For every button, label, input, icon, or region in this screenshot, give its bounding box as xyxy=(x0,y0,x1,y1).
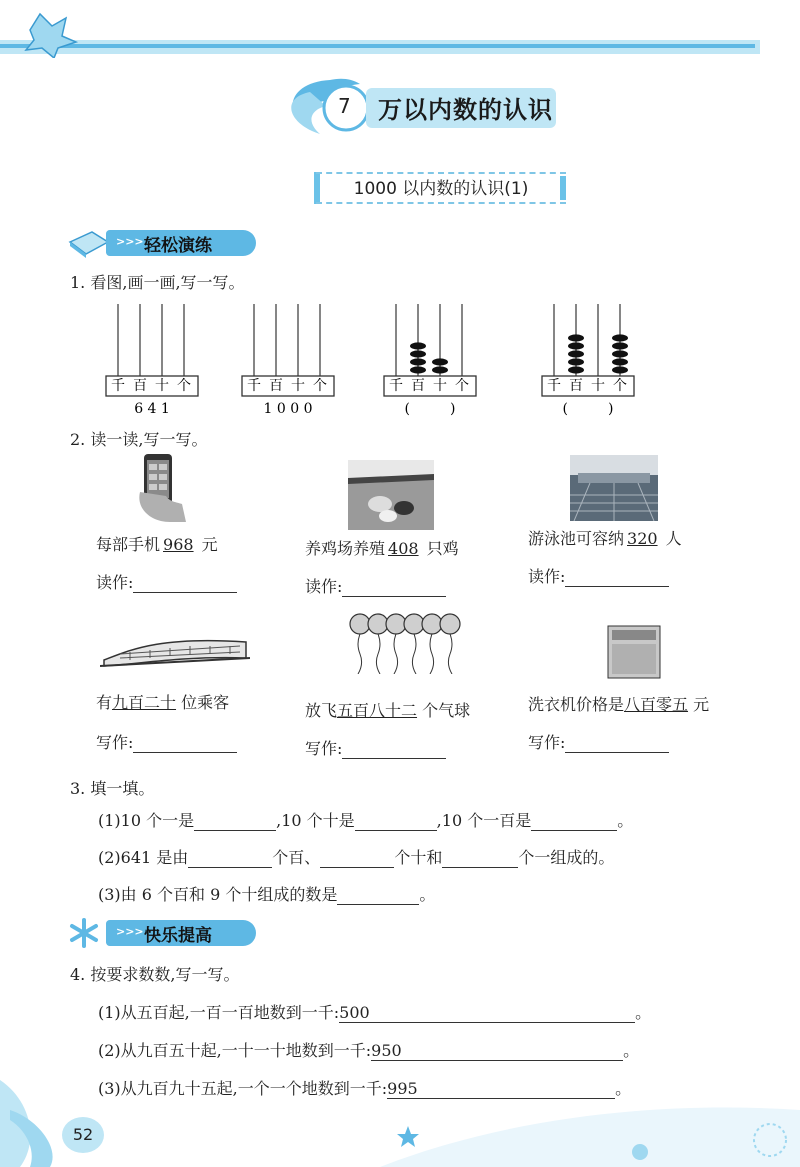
answer-blank[interactable] xyxy=(342,577,446,597)
answer-blank[interactable] xyxy=(442,848,518,868)
place-label: 百 xyxy=(133,378,147,394)
place-label: 百 xyxy=(269,378,283,394)
abacus-bead xyxy=(612,334,628,341)
book-icon xyxy=(62,228,112,258)
abacus-number: 1 0 0 0 xyxy=(263,401,313,417)
bottom-decoration xyxy=(0,1040,800,1167)
abacus-2[interactable] xyxy=(242,304,334,417)
unit-number: 7 xyxy=(338,94,351,118)
swimming-pool-image xyxy=(570,455,658,521)
answer-blank[interactable] xyxy=(565,733,669,753)
abacus-bead xyxy=(568,366,584,373)
count-answer-line[interactable]: 995 xyxy=(387,1079,615,1099)
top-header-band xyxy=(0,0,800,58)
answer-blank[interactable] xyxy=(320,848,394,868)
q3-line-2: (2)641 是由 个百、 个十和 个一组成的。 xyxy=(98,848,615,867)
page-number: 52 xyxy=(62,1117,104,1153)
section-label: 轻松演练 xyxy=(144,236,212,256)
abacus-bead xyxy=(612,342,628,349)
lesson-title: 1000 以内数的认识(1) xyxy=(353,179,529,199)
abacus-bead xyxy=(612,358,628,365)
lesson-title-box xyxy=(316,172,566,204)
write-text-2: 放飞五百八十二 个气球 xyxy=(305,701,471,720)
section-banner-improve xyxy=(62,918,282,946)
q3-line-1: (1)10 个一是 ,10 个十是 ,10 个一百是 。 xyxy=(98,811,634,830)
place-label: 个 xyxy=(313,378,327,394)
q3-line-3: (3)由 6 个百和 9 个十组成的数是 。 xyxy=(98,885,436,904)
place-label: 个 xyxy=(455,378,469,394)
abacus-group xyxy=(90,300,690,420)
snowflake-icon xyxy=(62,918,112,948)
question-3-prompt: 3. 填一填。 xyxy=(70,779,155,798)
abacus-3[interactable] xyxy=(384,304,476,417)
count-answer-line[interactable]: 500 xyxy=(339,1003,635,1023)
abacus-bead xyxy=(410,342,426,349)
q4-item-1: (1)从五百起,一百一百地数到一千:500 。 xyxy=(98,1003,652,1022)
abacus-bead xyxy=(410,358,426,365)
read-answer-3: 读作: xyxy=(528,564,669,587)
place-label: 千 xyxy=(247,378,261,394)
answer-blank[interactable] xyxy=(337,885,419,905)
abacus-bead xyxy=(568,342,584,349)
abacus-number: 6 4 1 xyxy=(134,401,170,417)
subtitle-bar-right xyxy=(560,176,566,200)
read-text-2: 养鸡场养殖 408 只鸡 xyxy=(305,539,459,558)
place-label: 十 xyxy=(591,378,605,394)
write-text-1: 有九百二十 位乘客 xyxy=(96,693,230,712)
phone-image xyxy=(136,452,188,524)
write-text-3: 洗衣机价格是八百零五 元 xyxy=(528,695,710,714)
abacus-bead xyxy=(568,334,584,341)
abacus-number[interactable]: ( ) xyxy=(404,401,456,417)
arrow-icon: >>> xyxy=(116,235,144,248)
read-text-3: 游泳池可容纳 320 人 xyxy=(528,529,682,548)
abacus-bead xyxy=(568,350,584,357)
place-label: 千 xyxy=(111,378,125,394)
read-text-1: 每部手机 968 元 xyxy=(96,535,218,554)
abacus-bead xyxy=(432,366,448,373)
place-label: 十 xyxy=(291,378,305,394)
answer-blank[interactable] xyxy=(194,811,276,831)
train-image xyxy=(100,624,250,668)
answer-blank[interactable] xyxy=(355,811,437,831)
unit-title: 万以内数的认识 xyxy=(378,96,553,124)
unit-title-block xyxy=(270,72,570,142)
abacus-bead xyxy=(410,350,426,357)
section-label: 快乐提高 xyxy=(144,926,212,946)
abacus-bead xyxy=(612,366,628,373)
count-answer-line[interactable]: 950 xyxy=(371,1041,623,1061)
place-label: 十 xyxy=(155,378,169,394)
washing-machine-image xyxy=(606,622,662,680)
abacus-4[interactable] xyxy=(542,304,634,417)
q4-item-2: (2)从九百五十起,一十一十地数到一千:950 。 xyxy=(98,1041,640,1060)
place-label: 十 xyxy=(433,378,447,394)
place-label: 千 xyxy=(547,378,561,394)
write-answer-1: 写作: xyxy=(96,730,237,753)
answer-blank[interactable] xyxy=(188,848,272,868)
balloons-image xyxy=(348,612,464,674)
place-label: 个 xyxy=(177,378,191,394)
answer-blank[interactable] xyxy=(342,739,446,759)
place-label: 百 xyxy=(411,378,425,394)
place-label: 百 xyxy=(569,378,583,394)
q4-item-3: (3)从九百九十五起,一个一个地数到一千:995 。 xyxy=(98,1079,632,1098)
answer-blank[interactable] xyxy=(133,733,237,753)
arrow-icon: >>> xyxy=(116,925,144,938)
abacus-bead xyxy=(410,366,426,373)
abacus-1[interactable] xyxy=(106,304,198,417)
write-answer-3: 写作: xyxy=(528,730,669,753)
chicken-farm-image xyxy=(348,460,434,530)
abacus-number[interactable]: ( ) xyxy=(562,401,614,417)
read-answer-1: 读作: xyxy=(96,570,237,593)
abacus-bead xyxy=(612,350,628,357)
abacus-bead xyxy=(568,358,584,365)
answer-blank[interactable] xyxy=(133,573,237,593)
read-answer-2: 读作: xyxy=(305,574,446,597)
section-banner-practice xyxy=(62,228,282,256)
place-label: 千 xyxy=(389,378,403,394)
write-answer-2: 写作: xyxy=(305,736,446,759)
answer-blank[interactable] xyxy=(565,567,669,587)
question-4-prompt: 4. 按要求数数,写一写。 xyxy=(70,965,240,984)
abacus-bead xyxy=(432,358,448,365)
question-1-prompt: 1. 看图,画一画,写一写。 xyxy=(70,273,245,292)
place-label: 个 xyxy=(613,378,627,394)
question-2-prompt: 2. 读一读,写一写。 xyxy=(70,430,208,449)
answer-blank[interactable] xyxy=(531,811,617,831)
